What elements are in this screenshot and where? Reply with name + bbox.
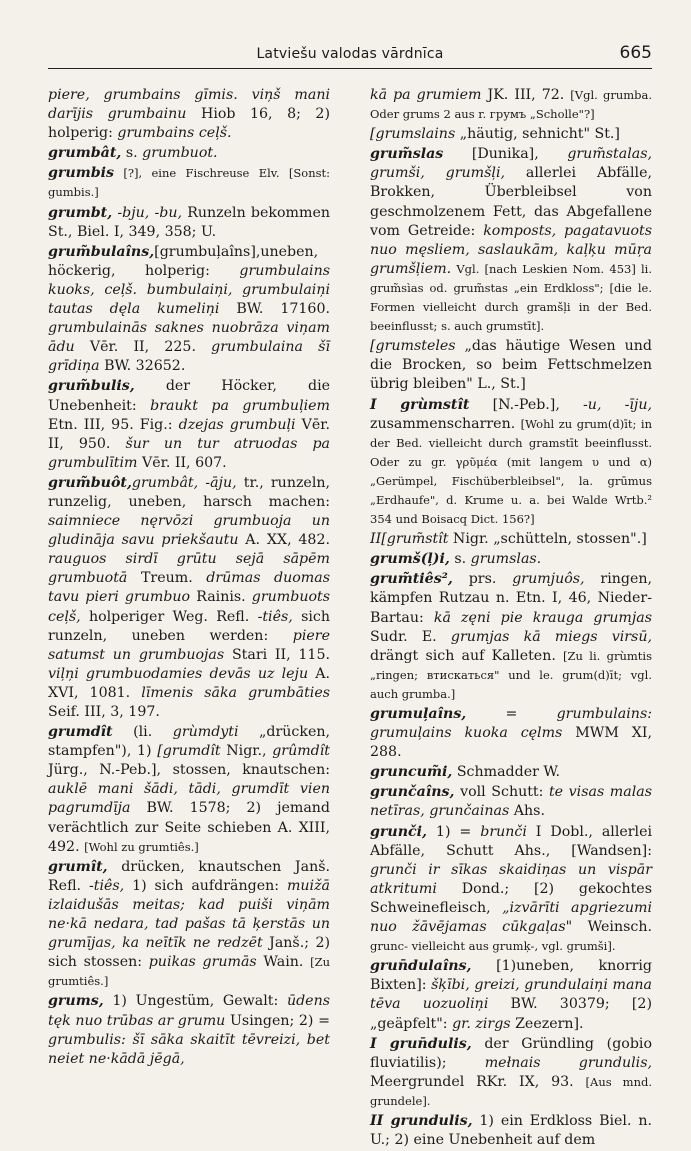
headword: grumdît: [48, 724, 113, 741]
entry-text: Dond.; [2) gekochtes Schweinefleisch,: [370, 880, 652, 916]
entry-text: 1) ein Erdkloss Biel. n. U.; 2) eine Unebenheit auf dem: [370, 1112, 652, 1149]
entry-text: grumbulainās saknes nuobrāza viņam ādu: [48, 320, 330, 356]
entry-text: puikas grumās: [148, 954, 257, 971]
headword: grunči,: [370, 823, 427, 840]
entry-text: šur un tur atruodas pa grumbulītim: [48, 435, 330, 471]
entry-text: Janš.; 2) sich stossen:: [48, 935, 331, 971]
entry-text: dzejas grumbuļi: [178, 416, 296, 433]
etymology-note: [Zu grumtiês.]: [48, 955, 331, 989]
entry-text: (li.: [112, 724, 173, 741]
dictionary-entry: [370, 570, 652, 704]
entry-text: 1) sich aufdrängen:: [124, 877, 287, 894]
headword: grum̃buôt,: [48, 474, 132, 491]
entry-text: Usingen; 2) =: [225, 1012, 330, 1029]
entry-text: Stari II, 115.: [224, 646, 330, 663]
headword: grumbât,: [48, 145, 122, 162]
entry-text: prs.: [452, 571, 513, 588]
dictionary-entry: [48, 243, 330, 377]
entry-continuation: [48, 86, 330, 143]
entry-text: A. XX, 482.: [238, 532, 330, 549]
entry-text: [Dunika],: [443, 146, 568, 163]
headword: gruncum̃i,: [370, 764, 453, 781]
entry-text: grumjuôs,: [512, 571, 585, 588]
etymology-note: [Wohl zu grum(d)īt; in der Bed. vielleicht durch gramstīt beeinflusst. Oder zu gr. γρῦμέα (mit langem υ und α) „Gerümpel, Fischüberbleibsel", la. grūmus „Erdhaufe", d. Krume u. a. bei Walde Wrtb.² 354 und Boisacq Dict. 156?]: [370, 416, 653, 527]
dictionary-entry: [370, 1112, 652, 1150]
dictionary-entry: [370, 550, 652, 569]
dictionary-entry: [48, 723, 330, 857]
entry-text: grumslas.: [470, 551, 542, 568]
etymology-note: [Aus mnd. grundele].: [370, 1074, 652, 1108]
entry-text: JK. III, 72.: [481, 87, 571, 103]
entry-text: [grumdît: [157, 743, 221, 760]
dictionary-entry: [48, 144, 330, 163]
etymology-note: [?], eine Fischreuse Elv. [Sonst: gumbis.]: [48, 166, 330, 200]
etymology-note: [Zu li. grùmtis „ringen; втискаться" und le. grum(d)īt; vgl. auch grumba.]: [370, 648, 652, 701]
entry-text: Runzeln bekommen St., Biel. I, 349, 358; U.: [48, 204, 330, 240]
entry-text: grunči ir sīkas skaidiņas un vispār atkritumi: [370, 861, 652, 897]
entry-text: „drücken, stampfen"), 1): [48, 724, 330, 760]
entry-text: grûmdît: [272, 743, 330, 760]
entry-text: Seif. III, 3, 197.: [48, 704, 160, 720]
entry-text: brunči: [480, 823, 527, 840]
entry-text: Vēr. II, 225.: [74, 339, 212, 356]
entry-text: piere, grumbains gīmis. viņš mani darījis grumbainu: [48, 87, 330, 123]
entry-text: Sudr. E.: [370, 628, 451, 645]
entry-text: muižā izlaidušās meitas; kad puiši viņām ne·kā nedara, tad pašas tā ķerstās un grumījas, ka neītīk ne redzēt: [48, 877, 330, 952]
entry-text: drūmas duomas tavu pieri grumbuo: [48, 570, 330, 606]
headword: grun̄dulaîns,: [370, 958, 472, 975]
entry-text: kā zęni pie krauga grumjas: [433, 609, 652, 626]
entry-text: grumbuot.: [142, 145, 218, 162]
dictionary-entry: [370, 1035, 652, 1111]
entry-text: Nigr. „schütteln, stossen".]: [448, 531, 647, 548]
entry-text: Zeezern].: [510, 1015, 584, 1032]
entry-text: drücken, knautschen Janš. Refl.: [48, 858, 330, 894]
entry-text: der Gründling (gobio fluviatilis);: [370, 1035, 652, 1071]
etymology-note: grunc- vielleicht aus grumķ-, vgl. grumši].: [370, 939, 616, 954]
entry-text: Treum.: [127, 570, 207, 587]
dictionary-entry: [48, 377, 330, 472]
entry-text: [1)uneben, knorrig Bixten]:: [370, 958, 652, 994]
dictionary-entry: [370, 530, 652, 549]
entry-text: Etn. III, 95. Fig.:: [48, 416, 179, 433]
dictionary-entry: [48, 858, 330, 992]
entry-text: BW. 17160.: [219, 301, 330, 318]
headword: grumît,: [48, 858, 108, 875]
entry-text: grumbulains kuoks, ceļš. bumbulaiņi, grumbulaiņi tautas dęla kumeliņi: [48, 262, 330, 318]
entry-text: -tiês,: [88, 877, 125, 894]
headword: I grun̄dulis,: [370, 1035, 472, 1052]
dictionary-entry: [370, 823, 652, 957]
left-column: [48, 86, 330, 1070]
dictionary-entry: [370, 396, 652, 530]
entry-text: mełnais grundulis,: [484, 1054, 652, 1071]
entry-text: BW. 32652.: [99, 358, 186, 375]
entry-text: grumbulis: šī sāka skaitīt tēvreizi, bet neiet ne·kādā jēgā,: [48, 1031, 330, 1067]
entry-text: BW. 1578; 2) jemand verächtlich zur Seite schieben A. XIII, 492.: [48, 800, 330, 855]
entry-text: piere satumst un grumbuojas: [48, 627, 330, 663]
entry-text: komposts, pagatavuots nuo męsliem, saslaukām, kaļķu mūŗa grumšļiem.: [370, 222, 652, 277]
headword: grumbt,: [48, 204, 113, 221]
entry-text: [grumslains: [370, 126, 456, 143]
headword: grumuļaîns,: [370, 706, 467, 722]
entry-text: grumbains ceļš.: [117, 125, 232, 142]
headword: grums,: [48, 993, 104, 1010]
entry-text: -bju, -bu,: [112, 204, 183, 221]
entry-text: tr., runzeln, runzelig, uneben, harsch machen:: [48, 474, 331, 510]
entry-text: sich runzeln, uneben werden:: [48, 608, 330, 644]
headword: grum̃tiês²,: [370, 571, 453, 588]
entry-text: saimniece nęrvōzi grumbuoja un gludināja savu priekšautu: [48, 513, 330, 549]
dictionary-entry: [370, 125, 652, 144]
etymology-note: [Wohl zu grumtiês.]: [84, 839, 199, 854]
dictionary-entry: [370, 957, 652, 1033]
entry-text: Vēr. II, 950.: [48, 416, 330, 452]
entry-text: grumbât, -āju,: [131, 474, 237, 491]
headword: grum̃slas: [370, 146, 444, 163]
entry-text: Hiob 16, 8; 2) holperig:: [48, 106, 330, 142]
dictionary-entry: [370, 145, 652, 336]
entry-text: Meergrundel RKr. IX, 93.: [370, 1073, 586, 1090]
headword: grumš(ļ)i,: [370, 551, 450, 568]
dictionary-entry: [370, 763, 652, 782]
entry-text: allerlei Abfälle, Brokken, Überbleibsel von geschmolzenem Fett, das Abgefallene vom Getreide:: [370, 165, 652, 239]
headword: I grùmstît: [370, 396, 470, 413]
entry-text: šķībi, greizi, grundulaiņi mana tēva uozuoliņi: [370, 977, 652, 1013]
headword: grum̃bulis,: [48, 378, 135, 395]
entry-text: grumbuots ceļš,: [48, 589, 330, 625]
page-number: 665: [619, 43, 652, 63]
entry-text: zusammenscharren.: [370, 415, 521, 432]
dictionary-entry: [48, 164, 330, 202]
page-header: [48, 42, 652, 69]
entry-text: Jürg., N.-Peb.], stossen, knautschen:: [48, 762, 330, 779]
entry-text: BW. 30379; [2) „geäpfelt":: [370, 996, 652, 1032]
headword: II grundulis,: [370, 1112, 473, 1129]
entry-text: te visas malas netīras, grunčainas: [370, 784, 652, 820]
entry-text: ringen, kämpfen Rutzau n. Etn. I, 46, Nieder-Bartau:: [370, 571, 652, 626]
running-title: Latviešu valodas vārdnīca: [256, 46, 444, 62]
dictionary-entry: [370, 783, 652, 821]
entry-text: Wain.: [256, 954, 311, 971]
entry-text: grumjas kā miegs virsū,: [450, 628, 652, 645]
dictionary-entry: [48, 204, 330, 242]
entry-text: Ahs.: [509, 803, 545, 820]
etymology-note: [Vgl. grumba. Oder grums 2 aus r. грумъ „Scholle"?]: [370, 88, 652, 122]
entry-text: -u, -īju,: [583, 396, 652, 413]
entry-text: -tiês,: [257, 608, 293, 625]
entry-text: Rainis.: [190, 589, 252, 606]
entry-text: drängt sich auf Kalleten.: [370, 647, 564, 664]
entry-text: „izvārīti apgriezumi nuo žāvējamas cūkgaļas": [370, 899, 652, 936]
entry-text: 1) =: [427, 823, 481, 840]
dictionary-entry: [370, 705, 652, 762]
entry-text: Weinsch.: [572, 919, 652, 936]
entry-text: Nigr.,: [220, 743, 273, 760]
entry-text: grùmdyti: [172, 724, 239, 741]
entry-text: ūdens tęk nuo trūbas ar grumu: [48, 993, 330, 1029]
dictionary-entry: [48, 992, 330, 1068]
entry-text: viļņi grumbuodamies devās uz leju: [48, 665, 309, 682]
headword: grum̃bulaîns,: [48, 243, 155, 260]
headword: grumbis: [48, 165, 115, 182]
entry-text: rauguos sirdī grūtu sejā sāpēm grumbuotā: [48, 551, 330, 587]
entry-text: s.: [121, 145, 143, 162]
entry-text: līmenis sāka grumbāties: [141, 684, 330, 701]
entry-text: Vēr. II, 607.: [137, 454, 227, 471]
right-column: [370, 86, 652, 1151]
entry-text: [N.-Peb.],: [469, 396, 584, 413]
entry-text: „häutig, sehnicht" St.]: [455, 126, 620, 143]
entry-text: voll Schutt:: [454, 784, 549, 801]
entry-continuation: [370, 86, 652, 124]
entry-text: grum̃stalas, grumši, grumšļi,: [370, 146, 652, 182]
entry-text: „das häutige Wesen und die Brocken, so beim Fettschmelzen übrig bleiben" L., St.]: [370, 338, 652, 393]
headword: grunčaîns,: [370, 784, 455, 801]
dictionary-entry: [48, 474, 330, 722]
entry-text: 1) Ungestüm, Gewalt:: [103, 993, 287, 1010]
entry-text: Schmadder W.: [452, 764, 561, 781]
entry-text: braukt pa grumbuļiem: [150, 397, 330, 414]
entry-text: II[grum̃stît: [370, 531, 449, 548]
entry-text: auklē mani šādi, tādi, grumdīt vien pagrumdīja: [48, 781, 330, 817]
etymology-note: Vgl. [nach Leskien Nom. 453] li. grum̃sìas od. grum̃stas „ein Erdkloss"; [die le. Formen vielleicht durch gramšļi in der Bed. beeinflusst; s. auch grumstīt].: [370, 261, 652, 334]
entry-text: holperiger Weg. Refl.: [80, 608, 258, 625]
entry-text: gr. zirgs: [452, 1015, 511, 1032]
entry-text: kā pa grumiem: [370, 87, 482, 103]
entry-text: =: [466, 706, 557, 722]
entry-text: [grumsteles: [370, 338, 456, 355]
entry-text: [grumbuļaîns],uneben, höckerig, holperig:: [48, 243, 319, 279]
entry-text: grumbulains: grumuļains kuoka cęlms: [370, 706, 652, 742]
entry-text: A. XVI, 1081.: [48, 665, 330, 701]
entry-text: s.: [449, 551, 471, 568]
entry-text: I Dobl., allerlei Abfälle, Schutt Ahs., [Wandsen]:: [370, 823, 653, 859]
entry-text: grumbulaina šī grīdiņa: [48, 339, 330, 375]
dictionary-entry: [370, 337, 652, 394]
entry-text: MWM XI, 288.: [370, 725, 653, 761]
entry-text: der Höcker, die Unebenheit:: [48, 378, 330, 414]
